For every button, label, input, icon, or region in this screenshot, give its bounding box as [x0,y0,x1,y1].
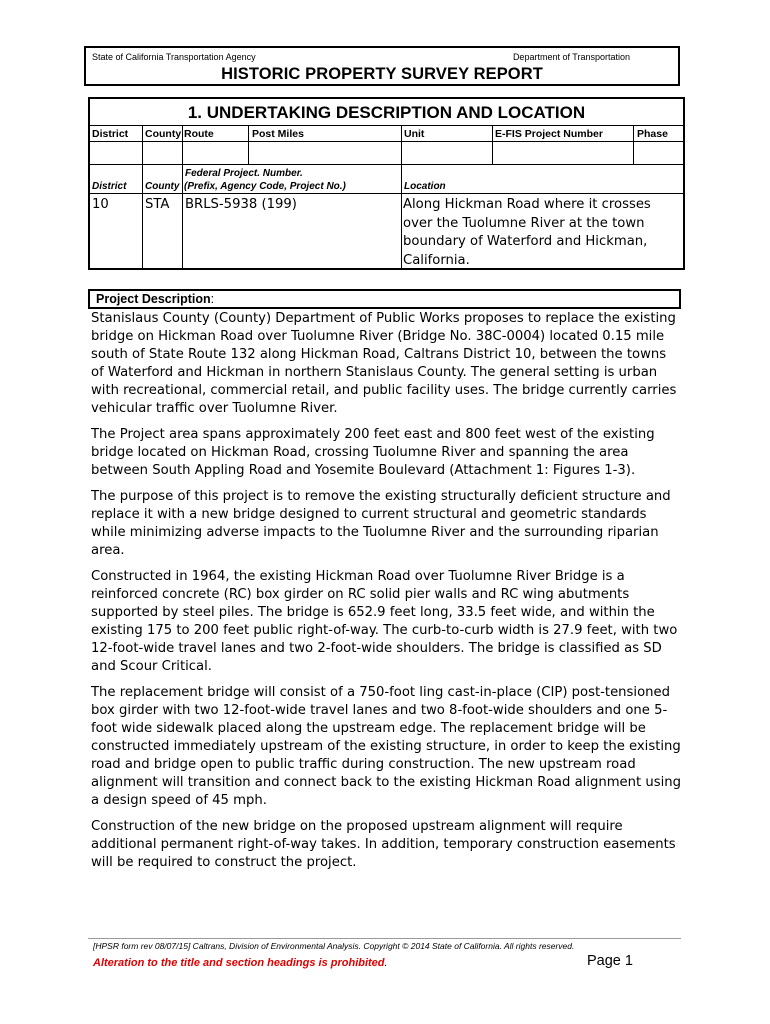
project-description-body [91,310,681,880]
footer-warning: Alteration to the title and section headings is prohibited. [93,957,388,969]
col-post-miles: Post Miles [252,128,304,140]
table-rule [142,125,143,164]
col-route: Route [184,128,214,140]
description-paragraph: Stanislaus County (County) Department of Public Works proposes to replace the existing bridge on Hickman Road over Tuolumne River (Bridge No. 38C-0004) located 0.15 mile south of State Route 132 along Hickman Road, Caltrans District 10, between the towns of Waterford and Hickman in northern Stanislaus County. The general setting is urban with recreational, commercial retail, and public facility uses. The bridge currently carries vehicular traffic over Tuolumne River. [91,311,677,416]
location-value: Along Hickman Road where it crosses over the Tuolumne River at the town boundary of Waterford and Hickman, California. [403,197,651,268]
footer-note: [HPSR form rev 08/07/15] Caltrans, Division of Environmental Analysis. Copyright © 2014 State of California. All rights reserved. [93,941,575,951]
table-rule [182,125,183,164]
table-rule [90,164,683,165]
col-unit: Unit [404,128,425,140]
table-rule [401,164,402,270]
table-rule [492,125,493,164]
federal-project-value: BRLS-5938 (199) [185,197,297,212]
form-header [84,46,680,86]
report-title: HISTORIC PROPERTY SURVEY REPORT [221,65,543,83]
footer-divider [88,938,681,939]
description-paragraph: Constructed in 1964, the existing Hickman Road over Tuolumne River Bridge is a reinforced concrete (RC) box girder on RC solid pier walls and RC wing abutments supported by steel piles. The bridge is 652.9 feet long, 33.5 feet wide, and within the existing 175 to 200 feet public right-of-way. The curb-to-curb width is 27.9 feet, with two 12-foot-wide travel lanes and two 2-foot-wide shoulders. The bridge is classified as SD and Scour Critical. [91,569,678,674]
project-description-label: Project Description: [96,292,215,306]
col-federal-project: Federal Project. Number. [185,168,303,179]
description-paragraph: Construction of the new bridge on the proposed upstream alignment will require additional permanent right-of-way takes. In addition, temporary construction easements will be required to construct the project. [91,819,676,870]
table-rule [633,125,634,164]
table-rule [142,164,143,270]
col-county: County [145,128,182,140]
agency-name: State of California Transportation Agency [92,52,256,62]
department-name: Department of Transportation [512,52,630,62]
district-value: 10 [92,197,109,212]
table-rule [182,164,183,270]
page-number: Page 1 [587,953,633,969]
table-rule [401,125,402,164]
col-efis: E-FIS Project Number [495,128,603,140]
project-description-header [88,289,681,309]
col-federal-project-sub: (Prefix, Agency Code, Project No.) [184,181,346,192]
undertaking-section [88,97,685,270]
table-rule [90,193,683,194]
description-paragraph: The purpose of this project is to remove the existing structurally deficient structure and replace it with a new bridge designed to current structural and geometric standards while minimizing adverse impacts to the Tuolumne River and the surrounding riparian area. [91,489,671,558]
col-county-2: County [145,181,180,192]
table-rule [90,141,683,142]
col-location: Location [404,181,446,192]
county-value: STA [145,197,170,212]
table-rule [248,125,249,164]
table-rule [90,125,683,126]
section-title: 1. UNDERTAKING DESCRIPTION AND LOCATION [187,103,586,122]
description-paragraph: The Project area spans approximately 200 feet east and 800 feet west of the existing bridge located on Hickman Road, crossing Tuolumne River and spanning the area between South Appling Road and Yosemite Boulevard (Attachment 1: Figures 1-3). [91,427,655,478]
col-district: District [92,128,129,140]
description-paragraph: The replacement bridge will consist of a 750-foot ling cast-in-place (CIP) post-tensioned box girder with two 12-foot-wide travel lanes and two 8-foot-wide shoulders and one 5-foot wide sidewalk placed along the upstream edge. The replacement bridge will be constructed immediately upstream of the existing structure, in order to keep the existing road and bridge open to public traffic during construction. The new upstream road alignment will transition and connect back to the existing Hickman Road alignment using a design speed of 45 mph. [91,685,682,808]
col-phase: Phase [637,128,668,140]
col-district-2: District [92,181,127,192]
